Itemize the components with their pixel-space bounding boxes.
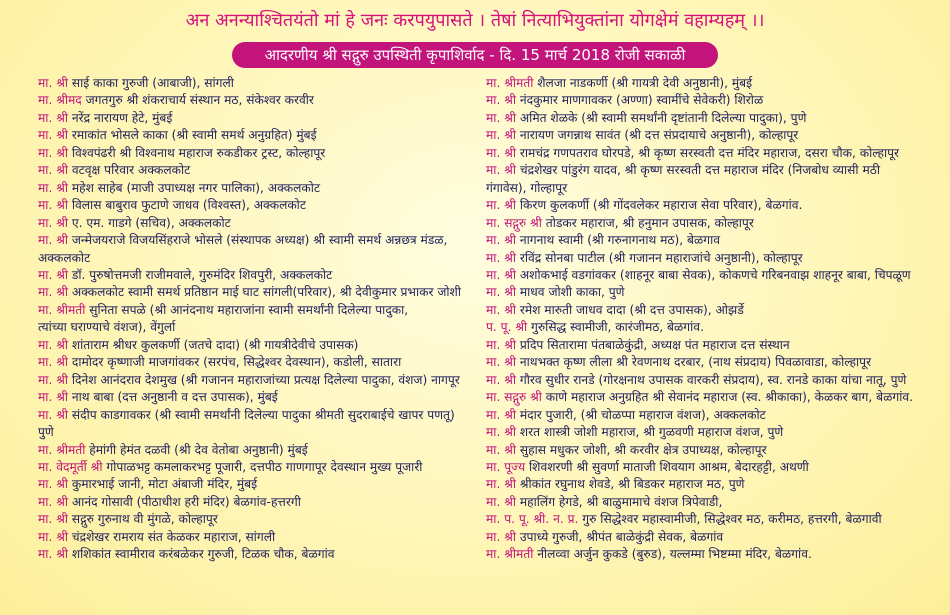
guest-entry bbox=[486, 354, 941, 371]
guest-title-prefix: मा. श्री bbox=[38, 477, 68, 492]
guest-entry bbox=[38, 319, 493, 336]
guest-name-text: नागनाथ स्वामी (श्री गरुनागनाथ मठ), बेळगाव bbox=[515, 233, 721, 248]
guest-entry bbox=[486, 180, 941, 197]
guest-entry bbox=[486, 92, 941, 109]
guest-title-prefix: मा. श्री bbox=[38, 110, 68, 125]
guest-name-text: नंदकुमार माणगावकर (अण्णा) स्वामींचे सेवेकरी) शिरोळ bbox=[515, 93, 764, 108]
guest-name-text: डॉ. पुरुषोत्तमजी राजीमवाले, गुरुमंदिर शिवपुरी, अक्कलकोट bbox=[67, 267, 333, 282]
guest-name-text: माधव जोशी काका, पुणे bbox=[515, 285, 625, 300]
guest-title-prefix: मा. श्री bbox=[486, 110, 516, 125]
guest-name-text: शैलजा नाडकर्णी (श्री गायत्री देवी अनुष्ठानी), मुंबई bbox=[533, 76, 753, 90]
guest-title-prefix: प. पू. श्री bbox=[486, 320, 528, 335]
guest-entry bbox=[486, 162, 941, 179]
guest-name-text: नीलव्वा अर्जुन कुकडे (बुरुड), यल्लम्मा भिष्टम्मा मंदिर, बेळगांव. bbox=[533, 547, 812, 562]
guest-title-prefix: मा. श्री bbox=[486, 425, 516, 440]
guest-entry bbox=[38, 110, 493, 127]
guest-name-text: श्रीकांत रघुनाथ शेवडे, श्री बिडकर महाराज मठ, पुणे bbox=[515, 477, 745, 492]
guest-name-text: मंदार पुजारी, (श्री चोळप्पा महाराज वंशज), अक्कलकोट bbox=[515, 407, 766, 422]
guest-entry bbox=[38, 442, 493, 459]
guest-entry bbox=[486, 494, 941, 511]
guest-title-prefix: मा. पूज्य bbox=[486, 459, 526, 474]
guest-entry bbox=[486, 302, 941, 319]
guest-name-text: सद्गुरु गुरुनाथ वी मुंगळे, कोल्हापूर bbox=[67, 512, 218, 527]
guest-title-prefix: मा. श्रीमती bbox=[38, 442, 86, 457]
guest-entry bbox=[486, 459, 941, 476]
guest-title-prefix: मा. श्री bbox=[38, 128, 68, 143]
date-banner: आदरणीय श्री सद्गुरु उपस्थिती कृपाशिर्वाद - दि. 15 मार्च 2018 रोजी सकाळी bbox=[232, 42, 718, 68]
guest-name-text: चंद्रशेखर रामराय संत केळकर महाराज, सांगली bbox=[67, 529, 276, 544]
guest-name-text: अमित शेळके (श्री स्वामी समर्थांनी दृष्टांतानी दिलेल्या पादुका), पुणे bbox=[515, 110, 807, 125]
guest-entry bbox=[38, 302, 493, 319]
guest-title-prefix: मा. श्री bbox=[486, 442, 516, 457]
guest-entry bbox=[486, 424, 941, 441]
guest-title-prefix: मा. सद्गुरु श्री bbox=[486, 390, 542, 405]
guest-entry bbox=[486, 389, 941, 406]
guest-title-prefix: मा. श्री bbox=[38, 494, 68, 509]
guest-name-text: संदीप काडगावकर (श्री स्वामी समर्थांनी दिलेल्या पादुका श्रीमती सुदराबाईचे खापर पणतू) bbox=[67, 407, 455, 422]
guest-title-prefix: मा. श्री bbox=[486, 128, 516, 143]
shloka-heading: अन अनन्याश्चितयंतो मां हे जनः करपयुपासते । तेषां नित्याभियुक्तांना योगक्षेमं वहाम्यहम् ।। bbox=[185, 10, 765, 31]
guest-name-text: सुनिता सपळे (श्री आनंदनाथ महाराजांना स्वामी समर्थांनी दिलेल्या पादुका, bbox=[85, 302, 409, 317]
guest-name-text: हेमांगी हेमंत दळवी (श्री देव वेतोबा अनुष्ठानी) मुंबई bbox=[85, 442, 308, 457]
guest-name-text: विलास बाबुराव फुटाणे जाधव (विश्वस्त), अक्कलकोट bbox=[67, 198, 306, 213]
guest-name-text: तोडकर महाराज, श्री हनुमान उपासक, कोल्हापूर bbox=[541, 215, 754, 230]
guest-entry bbox=[486, 407, 941, 424]
guest-name-text: गुरुसिद्ध स्वामीजी, कारंजीमठ, बेळगांव. bbox=[527, 320, 704, 335]
guest-entry bbox=[486, 337, 941, 354]
guest-name-text: नाथभक्त कृष्ण लीला श्री रेवणनाथ दरबार, (नाथ संप्रदाय) पिवळावाडा, कोल्हापूर bbox=[515, 355, 872, 370]
guest-entry bbox=[38, 407, 493, 424]
guest-title-prefix: मा. श्री bbox=[38, 198, 68, 213]
guest-title-prefix: मा. श्री bbox=[486, 233, 516, 248]
guest-name-text: नारायण जगन्नाथ सावंत (श्री दत्त संप्रदायाचे अनुष्ठानी), कोल्हापूर bbox=[515, 128, 799, 143]
guest-name-text: अक्कलकोट स्वामी समर्थ प्रतिष्ठान माई घाट सांगली(परिवार), श्री देवीकुमार प्रभाकर जोशी bbox=[67, 285, 462, 300]
guest-entry bbox=[38, 372, 493, 389]
guest-entry bbox=[486, 145, 941, 162]
guest-entry bbox=[486, 127, 941, 144]
guest-entry bbox=[38, 337, 493, 354]
guest-name-text: गुरु सिद्धेश्वर महास्वामीजी, सिद्धेश्वर मठ, करीमठ, हत्तरगी, बेळगावी bbox=[578, 512, 882, 527]
guest-entry bbox=[486, 284, 941, 301]
guest-name-text: काणे महाराज अनुग्रहित श्री सेवानंद महाराज (स्व. श्रीकाका), केळकर बाग, बेळगांव. bbox=[541, 390, 914, 405]
guest-title-prefix: मा. श्री bbox=[486, 407, 516, 422]
guest-entry bbox=[38, 424, 493, 441]
guest-name-text: रामचंद्र गणपतराव घोरपडे, श्री कृष्ण सरस्वती दत्त मंदिर महाराज, दसरा चौक, कोल्हापूर bbox=[515, 145, 900, 160]
guest-entry bbox=[38, 92, 493, 109]
guest-entry bbox=[486, 546, 941, 563]
guest-title-prefix: मा. श्री bbox=[38, 547, 68, 562]
guest-name-text: विश्वपंढरी श्री विश्वनाथ महाराज रुकडीकर ट्रस्ट, कोल्हापूर bbox=[67, 145, 326, 160]
guest-entry bbox=[486, 372, 941, 389]
guest-title-prefix: मा. श्री bbox=[486, 355, 516, 370]
guest-name-text: साई काका गुरुजी (आबाजी), सांगली bbox=[67, 76, 234, 90]
guest-title-prefix: मा. श्री bbox=[486, 477, 516, 492]
guest-title-prefix: मा. श्रीमद bbox=[38, 93, 82, 108]
guest-name-text: प्रदिप सितारामा पंतबाळेकुंद्री, अध्यक्ष पंत महाराज दत्त संस्थान bbox=[515, 337, 790, 352]
guest-title-prefix: मा. श्री bbox=[38, 180, 68, 195]
guest-entry bbox=[38, 180, 493, 197]
guest-name-text: रविंद्र सोनबा पाटील (श्री गजानन महाराजांचे अनुष्ठानी), कोल्हापूर bbox=[515, 250, 803, 265]
guest-title-prefix: मा. श्री bbox=[486, 285, 516, 300]
guest-name-text: रमेश मारुती जाधव दादा (श्री दत्त उपासक), ओझर्डे bbox=[515, 302, 744, 317]
guest-title-prefix: मा. श्री bbox=[38, 215, 68, 230]
guest-list-left bbox=[38, 75, 493, 564]
guest-title-prefix: मा. श्री bbox=[38, 267, 68, 282]
guest-entry bbox=[486, 250, 941, 267]
guest-name-text: त्यांच्या घराण्याचे वंशज), वेंगुर्ला bbox=[38, 320, 176, 335]
guest-title-prefix: मा. श्री bbox=[38, 529, 68, 544]
guest-name-text: उपाध्ये गुरुजी, श्रीपंत बाळेकुंद्री सेवक, बेळगांव bbox=[515, 529, 724, 544]
guest-entry bbox=[38, 494, 493, 511]
guest-name-text: सुहास मधुकर जोशी, श्री करवीर क्षेत्र उपाध्यक्ष, कोल्हापूर bbox=[515, 442, 767, 457]
guest-entry bbox=[38, 197, 493, 214]
guest-entry bbox=[38, 145, 493, 162]
guest-entry bbox=[486, 197, 941, 214]
guest-entry bbox=[38, 267, 493, 284]
guest-name-text: जगतगुरु श्री शंकराचार्य संस्थान मठ, संकेश्वर करवीर bbox=[81, 93, 314, 108]
guest-title-prefix: मा. श्री bbox=[38, 372, 68, 387]
guest-entry bbox=[38, 511, 493, 528]
guest-title-prefix: मा. श्री bbox=[486, 93, 516, 108]
guest-entry bbox=[38, 546, 493, 563]
guest-title-prefix: मा. वेदमूर्ती श्री bbox=[38, 459, 103, 474]
guest-title-prefix: मा. श्री bbox=[486, 198, 516, 213]
guest-name-text: ए. एम. गाडगे (सचिव), अक्कलकोट bbox=[67, 215, 231, 230]
guest-title-prefix: मा. श्री bbox=[486, 494, 516, 509]
guest-name-text: महेश साहेब (माजी उपाध्यक्ष नगर पालिका), अक्कलकोट bbox=[67, 180, 321, 195]
guest-entry bbox=[486, 110, 941, 127]
guest-name-text: दामोदर कृष्णाजी माजगांवकर (सरपंच, सिद्धेश्वर देवस्थान), कडोली, सातारा bbox=[67, 355, 402, 370]
guest-entry bbox=[38, 162, 493, 179]
guest-title-prefix: मा. श्री bbox=[38, 390, 68, 405]
guest-list-right bbox=[486, 75, 941, 564]
guest-entry bbox=[38, 232, 493, 249]
guest-title-prefix: मा. श्री bbox=[38, 285, 68, 300]
guest-name-text: महालिंग हेगडे, श्री बाळुमामाचे वंशज त्रिपेवाडी, bbox=[515, 494, 723, 509]
guest-entry bbox=[38, 75, 493, 92]
guest-title-prefix: मा. श्री bbox=[486, 302, 516, 317]
guest-name-text: अक्कलकोट bbox=[38, 250, 91, 265]
guest-title-prefix: मा. श्री bbox=[38, 233, 68, 248]
guest-name-text: गौरव सुधीर रानडे (गोरक्षनाथ उपासक वारकरी संप्रदाय), स्व. रानडे काका यांचा नातू, पुणे bbox=[515, 372, 907, 387]
guest-title-prefix: मा. श्री bbox=[486, 163, 516, 178]
guest-entry bbox=[486, 232, 941, 249]
guest-name-text: चंद्रशेखर पांडुरंग यादव, श्री कृष्ण सरस्वती दत्त महाराज मंदिर (निजबोध व्यासी मठी bbox=[515, 163, 880, 178]
guest-title-prefix: मा. श्री bbox=[38, 355, 68, 370]
guest-name-text: रमाकांत भोसले काका (श्री स्वामी समर्थ अनुग्रहित) मुंबई bbox=[67, 128, 317, 143]
guest-title-prefix: मा. श्रीमती bbox=[486, 76, 534, 90]
guest-title-prefix: मा. सद्गुरु श्री bbox=[486, 215, 542, 230]
guest-entry bbox=[38, 529, 493, 546]
guest-title-prefix: मा. श्री bbox=[486, 267, 516, 282]
guest-entry bbox=[486, 442, 941, 459]
guest-entry bbox=[38, 250, 493, 267]
guest-title-prefix: मा. श्री bbox=[38, 512, 68, 527]
guest-name-text: वटवृक्ष परिवार अक्कलकोट bbox=[67, 163, 191, 178]
guest-entry bbox=[38, 215, 493, 232]
guest-title-prefix: मा. श्री bbox=[38, 76, 68, 90]
guest-title-prefix: मा. श्री bbox=[486, 250, 516, 265]
guest-name-text: गंगावेस), गोल्हापूर bbox=[486, 180, 568, 195]
guest-title-prefix: मा. श्रीमती bbox=[38, 302, 86, 317]
guest-title-prefix: मा. श्री bbox=[486, 337, 516, 352]
guest-title-prefix: मा. श्री bbox=[486, 145, 516, 160]
guest-name-text: आनंद गोसावी (पीठाधीश हरी मंदिर) बेळगांव-हत्तरगी bbox=[67, 494, 301, 509]
guest-entry bbox=[486, 529, 941, 546]
guest-entry bbox=[486, 267, 941, 284]
guest-entry bbox=[38, 476, 493, 493]
guest-title-prefix: मा. श्री bbox=[38, 145, 68, 160]
guest-entry bbox=[38, 284, 493, 301]
guest-title-prefix: मा. श्री bbox=[38, 163, 68, 178]
guest-entry bbox=[486, 319, 941, 336]
guest-entry bbox=[486, 511, 941, 528]
guest-name-text: अशोकभाई वडगांवकर (शाहनूर बाबा सेवक), कोकणचे गरिबनवाझ शाहनूर बाबा, चिपळूण bbox=[515, 267, 911, 282]
guest-name-text: नाथ बाबा (दत्त अनुष्ठानी व दत्त उपासक), मुंबई bbox=[67, 390, 278, 405]
guest-title-prefix: मा. श्री bbox=[486, 372, 516, 387]
guest-name-text: पुणे bbox=[38, 425, 54, 440]
guest-name-text: कुमारभाई जानी, मोटा अंबाजी मंदिर, मुंबई bbox=[67, 477, 258, 492]
guest-title-prefix: मा. प. पू. श्री. न. प्र. bbox=[486, 512, 579, 527]
guest-entry bbox=[38, 354, 493, 371]
guest-name-text: जन्मेजयराजे विजयसिंहराजे भोसले (संस्थापक अध्यक्ष) श्री स्वामी समर्थ अन्नछत्र मंडळ, bbox=[67, 233, 448, 248]
guest-entry bbox=[486, 476, 941, 493]
guest-title-prefix: मा. श्रीमती bbox=[486, 547, 534, 562]
guest-name-text: शांताराम श्रीधर कुलकर्णी (जतचे दादा) (श्री गायत्रीदेवीचे उपासक) bbox=[67, 337, 359, 352]
guest-title-prefix: मा. श्री bbox=[38, 407, 68, 422]
guest-entry bbox=[38, 127, 493, 144]
guest-entry bbox=[486, 215, 941, 232]
guest-entry bbox=[486, 75, 941, 92]
guest-title-prefix: मा. श्री bbox=[486, 529, 516, 544]
guest-entry bbox=[38, 389, 493, 406]
guest-entry bbox=[38, 459, 493, 476]
guest-name-text: किरण कुलकर्णी (श्री गोंदवलेकर महाराज सेवा परिवार), बेळगांव. bbox=[515, 198, 803, 213]
guest-name-text: शशिकांत स्वामीराव करंबळेकर गुरुजी, टिळक चौक, बेळगांव bbox=[67, 547, 335, 562]
guest-name-text: दिनेश आनंदराव देशमुख (श्री गजानन महाराजांच्या प्रत्यक्ष दिलेल्या पादुका, वंशज) नागपूर bbox=[67, 372, 460, 387]
guest-name-text: गोपाळभट्ट कमलाकरभट्ट पूजारी, दत्तपीठ गाणगापूर देवस्थान मुख्य पूजारी bbox=[102, 459, 423, 474]
guest-title-prefix: मा. श्री bbox=[38, 337, 68, 352]
guest-name-text: नरेंद्र नारायण हेटे, मुंबई bbox=[67, 110, 173, 125]
guest-name-text: शिवशरणी श्री सुवर्णा माताजी शिवयाग आश्रम, बेदारहट्टी, अथणी bbox=[525, 459, 809, 474]
guest-name-text: शरत शास्त्री जोशी महाराज, श्री गुळवणी महाराज वंशज, पुणे bbox=[515, 425, 784, 440]
